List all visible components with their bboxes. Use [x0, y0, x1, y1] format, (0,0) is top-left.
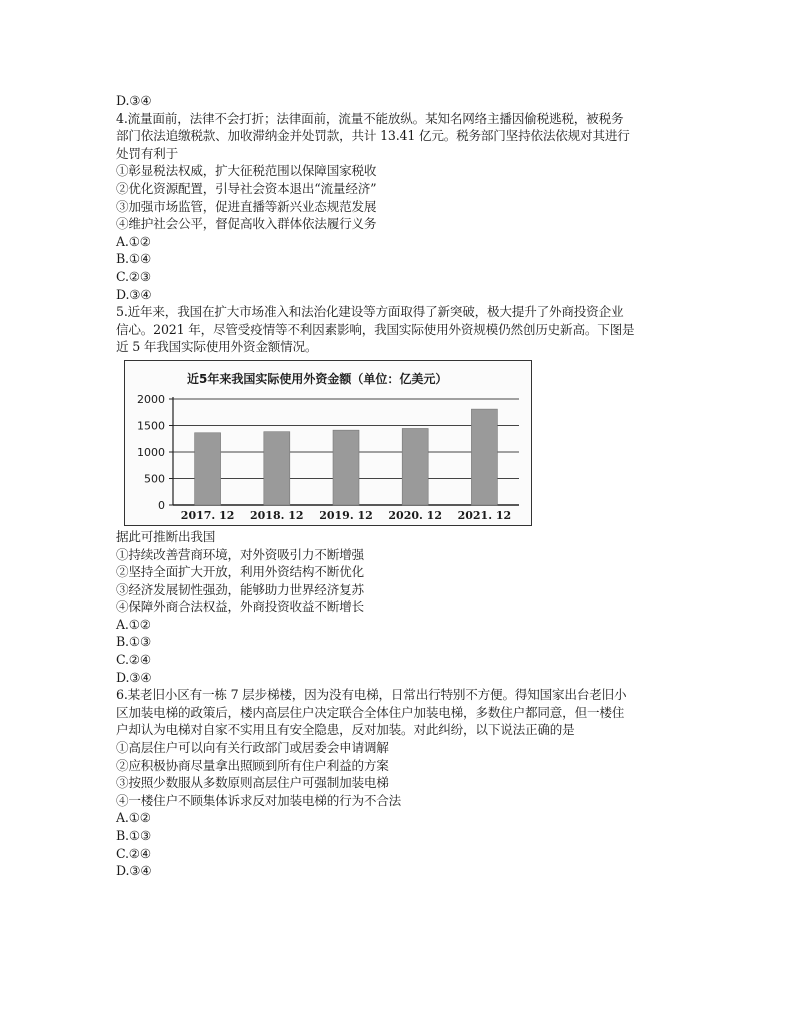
q5-statement-2: ②坚持全面扩大开放，利用外资结构不断优化 [116, 564, 364, 580]
q6-statement-2: ②应积极协商尽量拿出照顾到所有住户利益的方案 [116, 757, 389, 773]
x-tick-label: 2019. 12 [319, 508, 373, 522]
q5-option-b[interactable]: B.①③ [116, 634, 152, 650]
q5-stem-line-1: 5.近年来，我国在扩大市场准入和法治化建设等方面取得了新突破，极大提升了外商投资企业 [116, 304, 624, 320]
q6-stem-line-3: 户却认为电梯对自家不实用且有安全隐患，反对加装。对此纠纷，以下说法正确的是 [116, 722, 575, 738]
bar-202112 [471, 409, 497, 505]
y-tick-label: 500 [144, 472, 165, 486]
chart-svg [125, 361, 531, 525]
q4-statement-4: ④维护社会公平，督促高收入群体依法履行义务 [116, 216, 377, 232]
q6-statement-1: ①高层住户可以向有关行政部门或居委会申请调解 [116, 740, 389, 756]
y-tick-label: 1500 [137, 419, 165, 433]
question-6 [116, 686, 696, 880]
q5-option-a[interactable]: A.①② [116, 616, 151, 632]
bar-202012 [402, 428, 428, 505]
question-page [116, 92, 696, 880]
q6-option-b[interactable]: B.①③ [116, 828, 152, 843]
q4-stem-line-1: 4.流量面前，法律不会打折；法律面前，流量不能放纵。某知名网络主播因偷税逃税，被税务 [116, 110, 624, 126]
q4-stem-line-2: 部门依法追缴税款、加收滞纳金并处罚款，共计 13.41 亿元。税务部门坚持依法依规对其进行 [116, 128, 630, 144]
q4-option-c[interactable]: C.②③ [116, 268, 151, 284]
q5-stem-line-2: 信心。2021 年，尽管受疫情等不利因素影响，我国实际使用外资规模仍然创历史新高。下图是 [116, 321, 635, 337]
q4-option-a[interactable]: A.①② [116, 233, 151, 249]
q6-stem-line-2: 区加装电梯的政策后，楼内高层住户决定联合全体住户加装电梯，多数住户都同意，但一楼住 [116, 704, 625, 720]
y-tick-label: 1000 [137, 445, 165, 459]
chart-title: 近5年来我国实际使用外资金额（单位：亿美元） [187, 371, 448, 386]
q5-after-chart: 据此可推断出我国 [116, 528, 216, 544]
q5-statement-3: ③经济发展韧性强劲，能够助力世界经济复苏 [116, 581, 364, 597]
q3-option-d: D.③④ [116, 93, 152, 108]
q4-statement-3: ③加强市场监管，促进直播等新兴业态规范发展 [116, 198, 377, 214]
bar-201712 [195, 433, 221, 505]
q4-option-b[interactable]: B.①④ [116, 251, 152, 267]
q5-statement-1: ①持续改善营商环境，对外资吸引力不断增强 [116, 546, 364, 562]
q5-stem-line-3: 近 5 年我国实际使用外资金额情况。 [116, 339, 318, 355]
bar-201812 [264, 432, 290, 505]
q6-option-a[interactable]: A.①② [116, 810, 151, 826]
x-tick-label: 2017. 12 [180, 508, 235, 522]
investment-bar-chart [124, 360, 532, 526]
q6-statement-3: ③按照少数服从多数原则高层住户可强制加装电梯 [116, 775, 389, 791]
q6-statement-4: ④一楼住户不顾集体诉求反对加装电梯的行为不合法 [116, 792, 402, 808]
q6-option-c[interactable]: C.②④ [116, 845, 151, 861]
q5-option-c[interactable]: C.②④ [116, 652, 151, 668]
q4-statement-1: ①彰显税法权威，扩大征税范围以保障国家税收 [116, 163, 377, 179]
q4-statement-2: ②优化资源配置，引导社会资本退出“流量经济” [116, 180, 377, 196]
q6-option-d[interactable]: D.③④ [116, 863, 152, 879]
q5-statement-4: ④保障外商合法权益，外商投资收益不断增长 [116, 599, 364, 615]
question-5 [116, 303, 696, 686]
bar-201912 [333, 430, 359, 505]
q5-option-d[interactable]: D.③④ [116, 669, 152, 685]
x-tick-label: 2020. 12 [388, 508, 442, 522]
question-4 [116, 110, 696, 304]
q6-stem-line-1: 6.某老旧小区有一栋 7 层步梯楼，因为没有电梯，日常出行特别不方便。得知国家出台老旧小 [116, 687, 627, 703]
x-tick-label: 2021. 12 [457, 508, 512, 522]
x-tick-label: 2018. 12 [250, 508, 304, 522]
y-tick-label: 0 [158, 498, 165, 512]
y-tick-label: 2000 [137, 392, 165, 406]
q4-option-d[interactable]: D.③④ [116, 286, 152, 302]
q4-stem-line-3: 处罚有利于 [116, 145, 178, 161]
